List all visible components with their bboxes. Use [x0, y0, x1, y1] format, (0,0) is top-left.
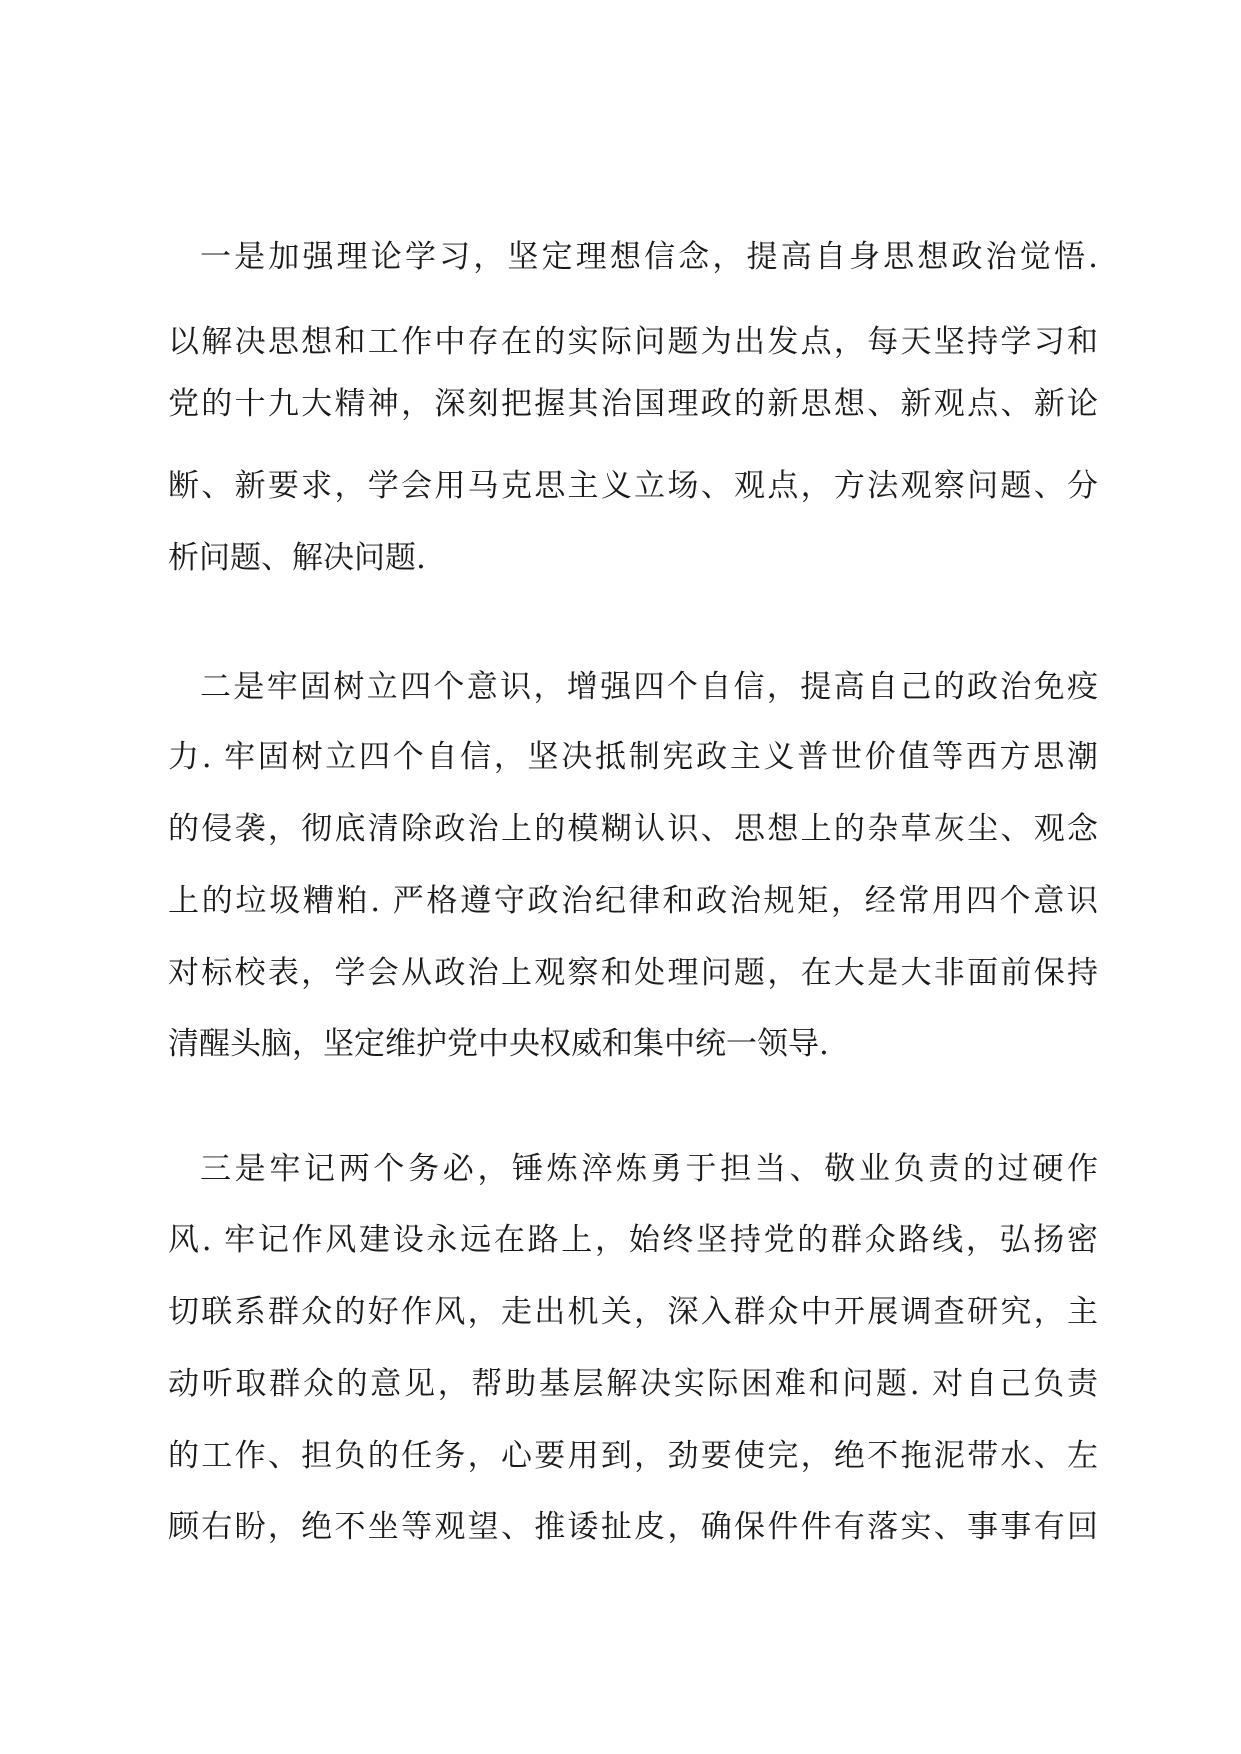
paragraph-3-line-4: 动听取群众的意见，帮助基层解决实际困难和问题. 对自己负责	[168, 1366, 1098, 1402]
paragraph-2-line-5: 对标校表，学会从政治上观察和处理问题，在大是大非面前保持	[168, 955, 1098, 991]
paragraph-3-line-6: 顾右盼，绝不坐等观望、推诿扯皮，确保件件有落实、事事有回	[168, 1509, 1098, 1545]
paragraph-3-line-1: 三是牢记两个务必，锤炼淬炼勇于担当、敬业负责的过硬作	[200, 1151, 1098, 1187]
paragraph-2-line-1: 二是牢固树立四个意识，增强四个自信，提高自己的政治免疫	[200, 669, 1098, 705]
paragraph-1-line-1: 一是加强理论学习，坚定理想信念，提高自身思想政治觉悟.	[200, 239, 1098, 275]
paragraph-1-line-4: 断、新要求，学会用马克思主义立场、观点，方法观察问题、分	[168, 468, 1098, 504]
paragraph-1-line-5: 析问题、解决问题.	[168, 540, 426, 576]
paragraph-3-line-5: 的工作、担负的任务，心要用到，劲要使完，绝不拖泥带水、左	[168, 1438, 1098, 1474]
paragraph-2-line-4: 上的垃圾糟粕. 严格遵守政治纪律和政治规矩，经常用四个意识	[168, 883, 1098, 919]
paragraph-2-line-3: 的侵袭，彻底清除政治上的模糊认识、思想上的杂草灰尘、观念	[168, 811, 1098, 847]
paragraph-3-line-3: 切联系群众的好作风，走出机关，深入群众中开展调查研究，主	[168, 1294, 1098, 1330]
paragraph-1-line-3: 党的十九大精神，深刻把握其治国理政的新思想、新观点、新论	[168, 386, 1098, 422]
paragraph-2-line-6: 清醒头脑，坚定维护党中央权威和集中统一领导.	[168, 1026, 829, 1062]
paragraph-1-line-2: 以解决思想和工作中存在的实际问题为出发点，每天坚持学习和	[168, 324, 1098, 360]
paragraph-2-line-2: 力. 牢固树立四个自信，坚决抵制宪政主义普世价值等西方思潮	[168, 739, 1098, 775]
paragraph-3-line-2: 风. 牢记作风建设永远在路上，始终坚持党的群众路线，弘扬密	[168, 1222, 1098, 1258]
